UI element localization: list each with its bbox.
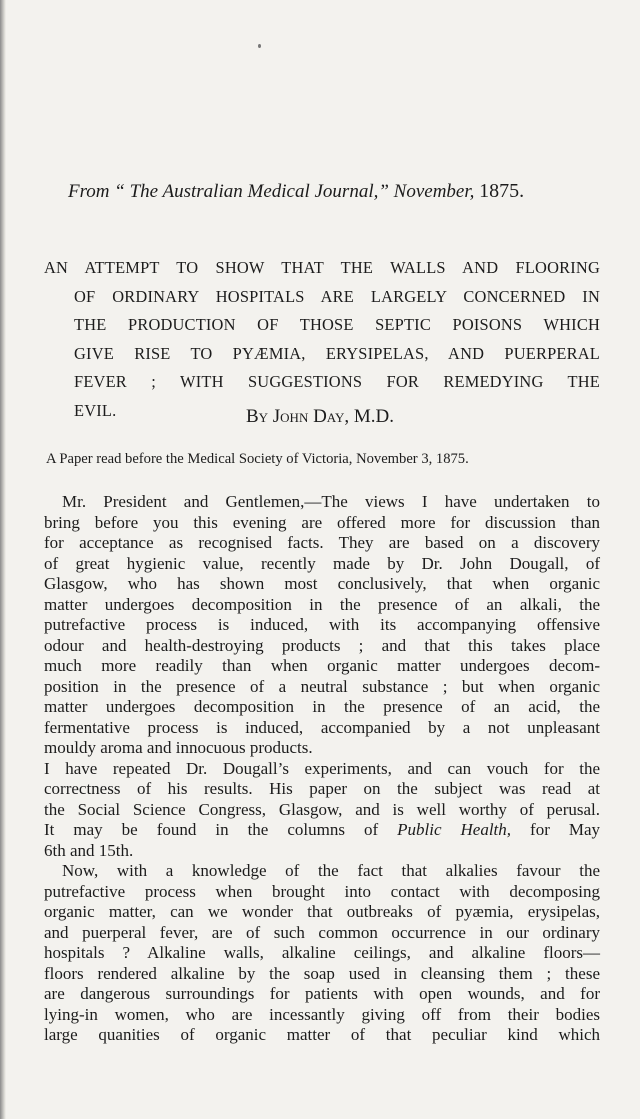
body-line: are dangerous surroundings for patients with open wounds, and for [44, 984, 600, 1003]
body-text [44, 492, 600, 1046]
body-line: mouldy aroma and innocuous products. [44, 738, 313, 757]
body-line: lying-in women, who are incessantly giving off from their bodies [44, 1004, 600, 1024]
body-line: putrefactive process is induced, with its accompanying offensive [44, 615, 600, 634]
paper-title [44, 254, 600, 425]
title-line: OF ORDINARY HOSPITALS ARE LARGELY CONCERNED IN [74, 286, 600, 306]
author-byline: By John Day, M.D. [245, 406, 395, 427]
body-line: Glasgow, who has shown most conclusively, that when organic [44, 574, 600, 593]
source-journal: “ The Australian Medical Journal,” [114, 181, 389, 202]
page-spine-shadow [0, 0, 6, 1119]
body-line: position in the presence of a neutral substance ; but when organic [44, 676, 600, 696]
body-line: Now, with a knowledge of the fact that alkalies favour the [62, 861, 600, 880]
title-line: FEVER ; WITH SUGGESTIONS FOR REMEDYING THE [74, 372, 600, 391]
body-line: Mr. President and Gentlemen,—The views I have undertaken to [62, 492, 600, 511]
body-line: putrefactive process when brought into contact with decomposing [44, 881, 600, 901]
body-line: I have repeated Dr. Dougall’s experiments, and can vouch for the [44, 758, 600, 778]
title-line: AN ATTEMPT TO SHOW THAT THE WALLS AND FLOORING [44, 258, 600, 277]
read-note: A Paper read before the Medical Society of Victoria, November 3, 1875. [46, 451, 469, 467]
body-line-part: for May [530, 820, 601, 839]
body-line: fermentative process is induced, accompanied by a not unpleasant [44, 717, 600, 737]
body-line: the Social Science Congress, Glasgow, and is well worthy of perusal. [44, 799, 600, 819]
body-line: correctness of his results. His paper on the subject was read at [44, 779, 600, 798]
body-line: matter undergoes decomposition in the presence of an acid, the [44, 697, 600, 716]
body-line: of great hygienic value, recently made by Dr. John Dougall, of [44, 553, 600, 573]
source-year: 1875. [479, 180, 525, 202]
body-line: 6th and 15th. [44, 840, 134, 860]
body-line: hospitals ? Alkaline walls, alkaline ceilings, and alkaline floors— [44, 943, 600, 962]
body-line: floors rendered alkaline by the soap used in cleansing them ; these [44, 963, 600, 983]
journal-name-italic: Public Health, [397, 820, 512, 839]
body-line: large quanities of organic matter of that peculiar kind which [44, 1025, 600, 1044]
title-line: GIVE RISE TO PYÆMIA, ERYSIPELAS, AND PUERPERAL [74, 343, 600, 363]
body-line: for acceptance as recognised facts. They are based on a discovery [44, 533, 600, 552]
source-month: November, [393, 181, 475, 202]
body-line: organic matter, can we wonder that outbreaks of pyæmia, erysipelas, [44, 902, 600, 921]
body-line: odour and health-destroying products ; and that this takes place [44, 635, 600, 655]
body-line: bring before you this evening are offered more for discussion than [44, 512, 600, 532]
body-line-part: It may be found in the columns of [44, 820, 379, 839]
body-line: matter undergoes decomposition in the presence of an alkali, the [44, 594, 600, 614]
title-line: EVIL. [74, 400, 117, 420]
body-line: and puerperal fever, are of such common occurrence in our ordinary [44, 922, 600, 942]
body-line: much more readily than when organic matter undergoes decom- [44, 656, 600, 675]
body-line [44, 820, 600, 841]
source-from: From [68, 181, 110, 202]
title-line: THE PRODUCTION OF THOSE SEPTIC POISONS WHICH [74, 315, 600, 334]
ink-speck [258, 44, 261, 48]
source-citation [68, 180, 588, 203]
